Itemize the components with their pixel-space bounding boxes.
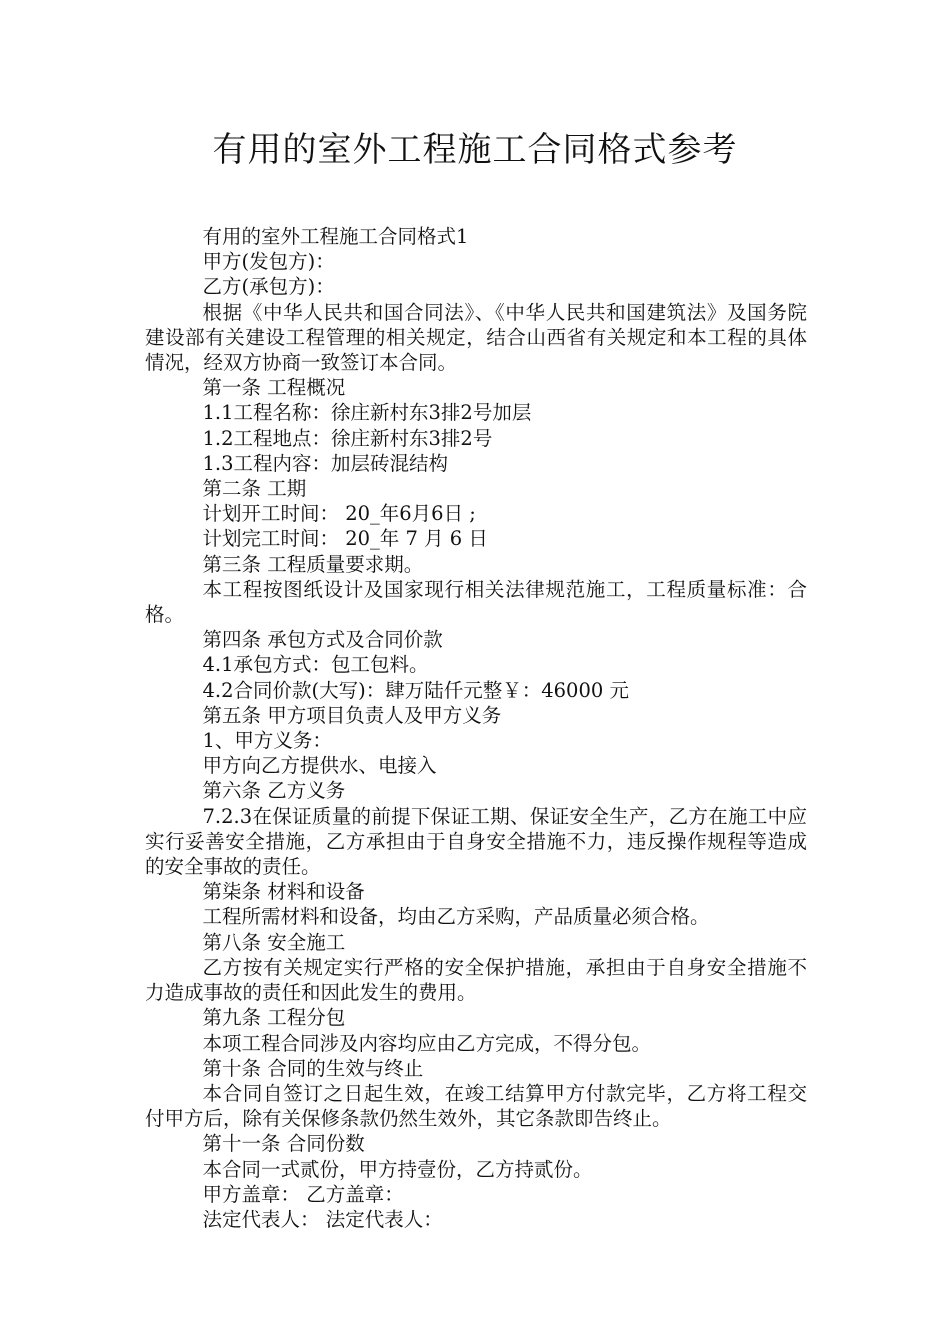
- section-heading: 第十一条 合同份数: [202, 1132, 365, 1156]
- paragraph: 4.2合同价款(大写)：肆万陆仟元整￥：46000 元: [202, 678, 629, 702]
- section-heading: 第二条 工期: [202, 477, 307, 501]
- paragraph: 1.3工程内容：加层砖混结构: [202, 451, 449, 475]
- document-title: 有用的室外工程施工合同格式参考: [212, 130, 738, 170]
- paragraph: 计划完工时间： 20_年 7 月 6 日: [202, 527, 488, 551]
- section-heading: 第四条 承包方式及合同价款: [202, 628, 443, 652]
- section-heading: 第一条 工程概况: [202, 376, 346, 400]
- paragraph: 本项工程合同涉及内容均应由乙方完成，不得分包。: [202, 1031, 652, 1055]
- paragraph: 有用的室外工程施工合同格式1: [202, 225, 469, 248]
- section-heading: 第柒条 材料和设备: [202, 880, 365, 904]
- paragraph: 1.1工程名称：徐庄新村东3排2号加层: [202, 401, 532, 425]
- signature-line: 甲方盖章： 乙方盖章：: [202, 1182, 404, 1206]
- paragraph: 7.2.3在保证质量的前提下保证工期、保证安全生产，乙方在施工中应实行妥善安全措施，乙方承担由于自身安全措施不力，违反操作规程等造成的安全事故的责任。: [145, 804, 807, 879]
- paragraph: 工程所需材料和设备，均由乙方采购，产品质量必须合格。: [202, 905, 710, 929]
- paragraph: 本工程按图纸设计及国家现行相关法律规范施工，工程质量标准：合格。: [145, 577, 807, 627]
- section-heading: 第十条 合同的生效与终止: [202, 1056, 424, 1080]
- paragraph: 1、甲方义务：: [202, 729, 332, 753]
- document-body: [145, 224, 807, 1232]
- paragraph: 根据《中华人民共和国合同法》、《中华人民共和国建筑法》及国务院建设部有关建设工程管理的相关规定，结合山西省有关规定和本工程的具体情况，经双方协商一致签订本合同。: [145, 300, 807, 375]
- section-heading: 第三条 工程质量要求期。: [202, 552, 424, 576]
- paragraph: 计划开工时间： 20_年6月6日 ;: [202, 502, 476, 526]
- section-heading: 第九条 工程分包: [202, 1006, 346, 1030]
- section-heading: 第六条 乙方义务: [202, 779, 346, 803]
- paragraph: 1.2工程地点：徐庄新村东3排2号: [202, 426, 493, 450]
- paragraph: 4.1承包方式：包工包料。: [202, 653, 429, 677]
- signature-line: 法定代表人： 法定代表人：: [202, 1207, 443, 1231]
- paragraph: 本合同一式贰份，甲方持壹份，乙方持贰份。: [202, 1157, 593, 1181]
- paragraph: 甲方(发包方)：: [202, 250, 335, 274]
- paragraph: 甲方向乙方提供水、电接入: [202, 754, 437, 778]
- paragraph: 乙方按有关规定实行严格的安全保护措施，承担由于自身安全措施不力造成事故的责任和因此发生的费用。: [145, 955, 807, 1005]
- paragraph: 本合同自签订之日起生效，在竣工结算甲方付款完毕，乙方将工程交付甲方后，除有关保修条款仍然生效外，其它条款即告终止。: [145, 1081, 807, 1131]
- paragraph: 乙方(承包方)：: [202, 275, 335, 299]
- section-heading: 第八条 安全施工: [202, 930, 346, 954]
- section-heading: 第五条 甲方项目负责人及甲方义务: [202, 703, 502, 727]
